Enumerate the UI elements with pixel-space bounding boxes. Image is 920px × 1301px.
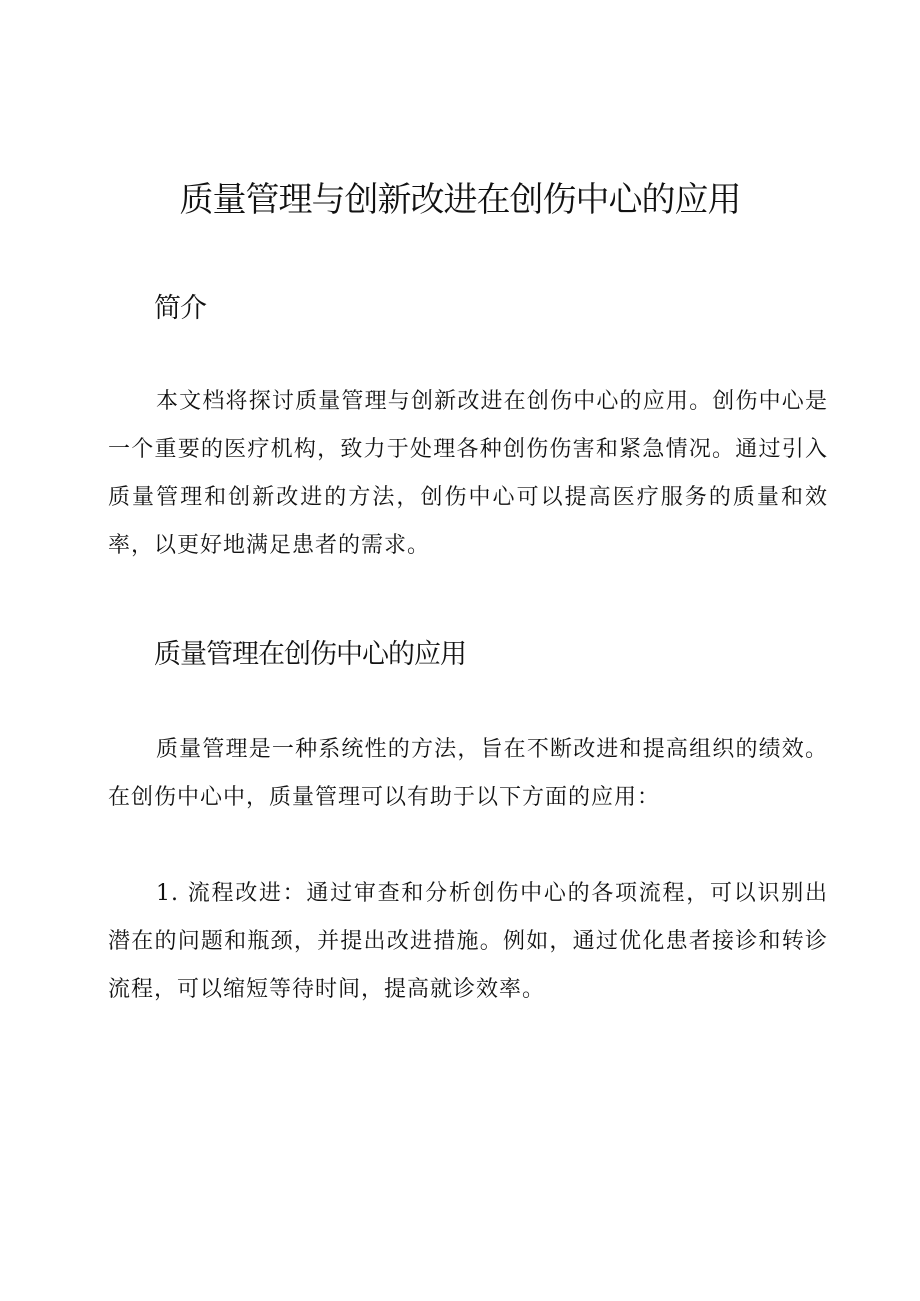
intro-paragraph: 本文档将探讨质量管理与创新改进在创伤中心的应用。创伤中心是一个重要的医疗机构，致力于处理各种创伤伤害和紧急情况。通过引入质量管理和创新改进的方法，创伤中心可以提高医疗服务的质量和效率，以更好地满足患者的需求。 <box>108 389 828 558</box>
section-heading-quality-management: 质量管理在创伤中心的应用 <box>154 639 466 670</box>
document-title: 质量管理与创新改进在创伤中心的应用 <box>179 180 741 220</box>
section-heading-intro: 简介 <box>154 293 206 324</box>
quality-management-paragraph: 质量管理是一种系统性的方法，旨在不断改进和提高组织的绩效。在创伤中心中，质量管理可以有助于以下方面的应用： <box>108 737 828 810</box>
process-improvement-item: 1. 流程改进：通过审查和分析创伤中心的各项流程，可以识别出潜在的问题和瓶颈，并提出改进措施。例如，通过优化患者接诊和转诊流程，可以缩短等待时间，提高就诊效率。 <box>108 881 828 1002</box>
